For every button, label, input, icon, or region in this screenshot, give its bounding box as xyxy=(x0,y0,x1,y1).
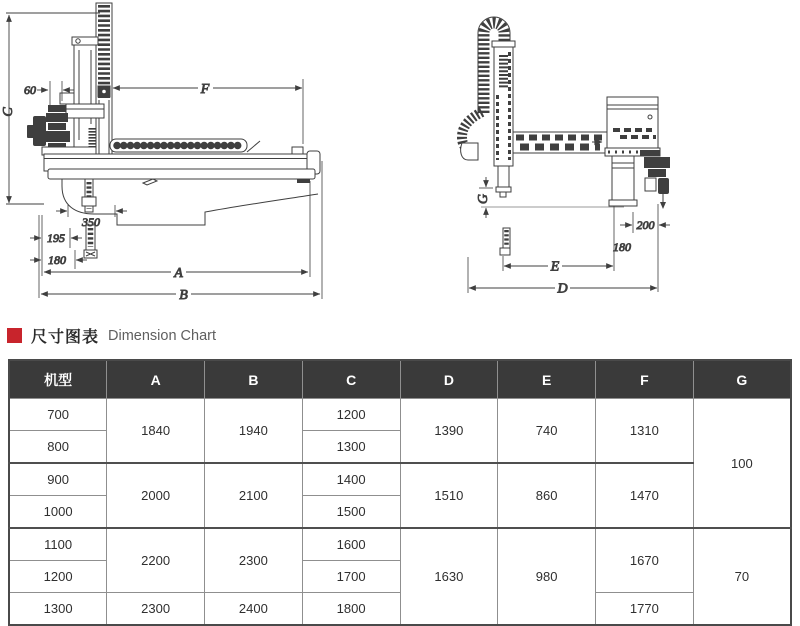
column-header-c: C xyxy=(302,360,400,399)
side-main-column xyxy=(607,97,658,155)
cell-c: 1300 xyxy=(302,431,400,464)
dim-label-60: 60 xyxy=(24,83,36,97)
red-square-marker xyxy=(7,328,22,343)
side-view-drawing xyxy=(461,17,670,297)
cell-e: 740 xyxy=(498,399,596,464)
dim-label-200: 200 xyxy=(636,218,655,232)
side-gripper xyxy=(500,228,510,255)
table-row xyxy=(9,528,791,561)
cell-f: 1670 xyxy=(596,528,694,593)
front-view-drawing xyxy=(1,3,322,303)
filter-regulator-unit xyxy=(640,150,670,209)
cell-model: 1000 xyxy=(9,496,107,529)
front-motor-assembly xyxy=(27,105,70,150)
cell-d: 1630 xyxy=(400,528,498,625)
technical-drawings xyxy=(0,0,800,310)
cell-f: 1770 xyxy=(596,593,694,626)
cell-c: 1500 xyxy=(302,496,400,529)
column-header-e: E xyxy=(498,360,596,399)
front-gripper xyxy=(84,225,97,258)
cell-model: 1200 xyxy=(9,561,107,593)
column-header-g: G xyxy=(693,360,791,399)
cell-d: 1390 xyxy=(400,399,498,464)
dim-label-a: A xyxy=(174,266,183,281)
dim-label-c: C xyxy=(1,107,16,117)
dim-label-195: 195 xyxy=(47,231,65,245)
dim-label-f: F xyxy=(200,82,210,97)
section-header xyxy=(0,310,800,357)
cell-b: 2100 xyxy=(205,463,303,528)
dim-label-350: 350 xyxy=(82,215,100,229)
cell-a: 1840 xyxy=(107,399,205,464)
cell-f: 1470 xyxy=(596,463,694,528)
robot-dimension-diagram xyxy=(0,0,800,310)
side-view-dimensions xyxy=(468,177,670,297)
section-title-english: Dimension Chart xyxy=(108,327,217,344)
dim-label-d: D xyxy=(557,281,568,297)
dim-label-g: G xyxy=(476,193,491,205)
cell-c: 1400 xyxy=(302,463,400,496)
dim-label-b: B xyxy=(179,288,188,303)
cell-a: 2200 xyxy=(107,528,205,593)
cell-c: 1700 xyxy=(302,561,400,593)
cell-g: 70 xyxy=(693,528,791,625)
cell-b: 2300 xyxy=(205,528,303,593)
table-row xyxy=(9,399,791,431)
cell-model: 1100 xyxy=(9,528,107,561)
cell-f: 1310 xyxy=(596,399,694,464)
cell-b: 2400 xyxy=(205,593,303,626)
column-header-f: F xyxy=(596,360,694,399)
cell-model: 800 xyxy=(9,431,107,464)
cell-model: 1300 xyxy=(9,593,107,626)
cell-e: 980 xyxy=(498,528,596,625)
dim-label-180-side: 180 xyxy=(613,240,631,254)
dimension-table xyxy=(8,359,792,626)
table-header-row xyxy=(9,360,791,399)
column-header-d: D xyxy=(400,360,498,399)
cell-a: 2300 xyxy=(107,593,205,626)
robot-front-body xyxy=(27,3,320,258)
section-title-chinese: 尺寸图表 xyxy=(31,329,100,346)
cell-c: 1800 xyxy=(302,593,400,626)
cell-b: 1940 xyxy=(205,399,303,464)
cell-d: 1510 xyxy=(400,463,498,528)
column-header-model: 机型 xyxy=(9,360,107,399)
dim-label-e: E xyxy=(550,259,560,275)
cell-model: 700 xyxy=(9,399,107,431)
cell-c: 1200 xyxy=(302,399,400,431)
cell-a: 2000 xyxy=(107,463,205,528)
cell-model: 900 xyxy=(9,463,107,496)
cell-e: 860 xyxy=(498,463,596,528)
table-row xyxy=(9,463,791,496)
column-header-b: B xyxy=(205,360,303,399)
column-header-a: A xyxy=(107,360,205,399)
cell-g: 100 xyxy=(693,399,791,529)
cell-c: 1600 xyxy=(302,528,400,561)
dim-label-180-front: 180 xyxy=(48,253,66,267)
